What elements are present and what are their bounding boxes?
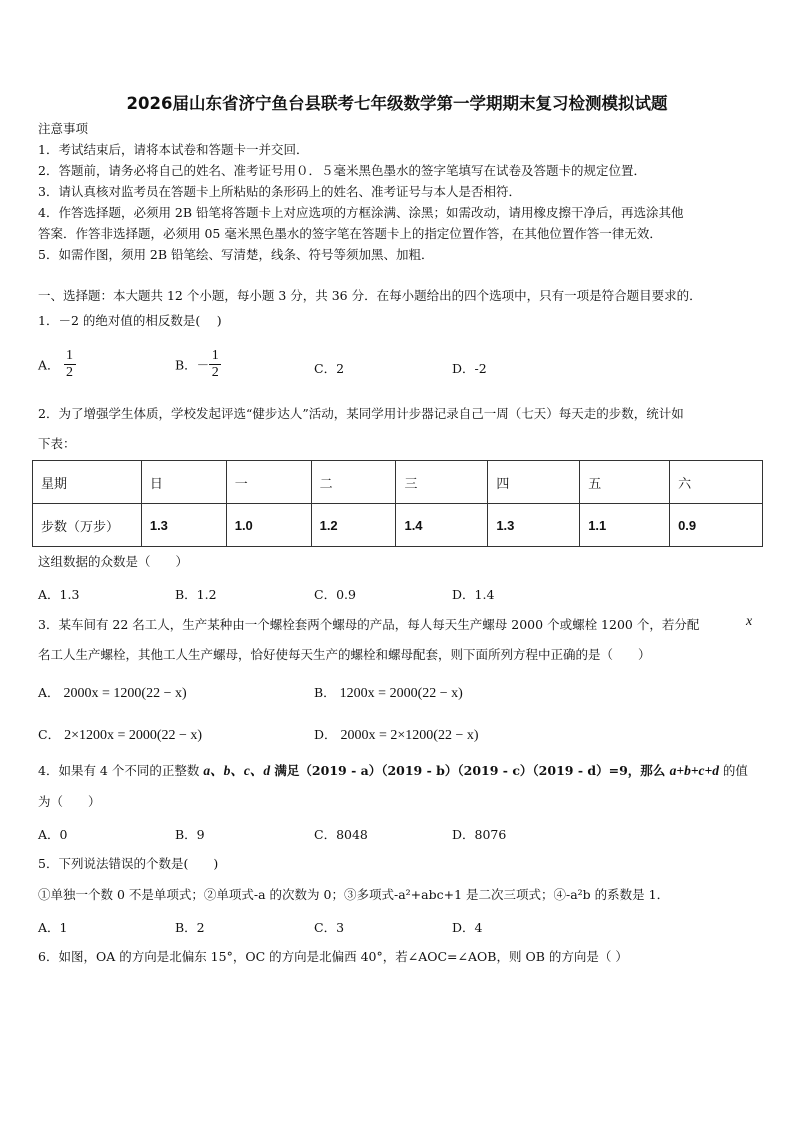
notice-item: 4．作答选择题，必须用 2B 铅笔将答题卡上对应选项的方框涂满、涂黑；如需改动，请用橡皮擦干净后，再选涂其他 xyxy=(38,205,684,220)
table-header-cell: 六 xyxy=(670,461,763,504)
table-header-cell: 一 xyxy=(226,461,311,504)
q5-option-d: D．4 xyxy=(452,920,483,935)
table-row xyxy=(33,461,763,504)
table-cell: 1.3 xyxy=(488,504,580,547)
q2-option-a: A．1.3 xyxy=(38,587,80,602)
fraction: $\frac{1}{2}$ xyxy=(64,348,76,381)
steps-table xyxy=(32,460,763,547)
question-2-stem: 2．为了增强学生体质，学校发起评选“健步达人”活动，某同学用计步器记录自己一周（七天）每天走的步数，统计如 xyxy=(38,406,684,421)
table-cell: 步数（万步） xyxy=(33,504,142,547)
table-cell: 1.4 xyxy=(396,504,488,547)
table-header-cell: 二 xyxy=(311,461,396,504)
question-2-ask: 这组数据的众数是（ ） xyxy=(38,554,189,569)
notice-item: 答案．作答非选择题，必须用 05 毫米黑色墨水的签字笔在答题卡上的指定位置作答，在其他位置作答一律无效． xyxy=(38,226,662,241)
table-cell: 1.3 xyxy=(141,504,226,547)
q4-option-b: B．9 xyxy=(175,827,205,842)
table-row xyxy=(33,504,763,547)
q3-option-c: C． 2×1200x = 2000(22 − x) xyxy=(38,727,203,743)
question-4-stem-cont: 为（ ） xyxy=(38,794,101,809)
q3-option-d: D． 2000x = 2×1200(22 − x) xyxy=(314,727,479,743)
q2-option-b: B．1.2 xyxy=(175,587,217,602)
question-2-stem-cont: 下表： xyxy=(38,436,76,451)
table-header-cell: 三 xyxy=(396,461,488,504)
table-header-cell: 日 xyxy=(141,461,226,504)
table-header-cell: 四 xyxy=(488,461,580,504)
q2-option-c: C．0.9 xyxy=(314,587,356,602)
q5-option-c: C．3 xyxy=(314,920,345,935)
section-heading: 一、选择题：本大题共 12 个小题，每小题 3 分，共 36 分．在每小题给出的四个选项中，只有一项是符合题目要求的． xyxy=(38,288,702,303)
q5-option-a: A．1 xyxy=(38,920,68,935)
notice-item: 2．答题前，请务必将自己的姓名、准考证号用０．５毫米黑色墨水的签字笔填写在试卷及答题卡的规定位置． xyxy=(38,163,646,178)
q1-option-a: A． $\frac{1}{2}$ xyxy=(38,348,76,381)
question-4-stem: 4．如果有 4 个不同的正整数 a、b、c、d 满足（2019 - a）（2019 - b）（2019 - c）（2019 - d）=9，那么 a+b+c+d 的值 xyxy=(38,763,748,778)
question-3-stem: 3．某车间有 22 名工人，生产某种由一个螺栓套两个螺母的产品，每人每天生产螺母 2000 个或螺栓 1200 个，若分配 xyxy=(38,617,700,632)
q1-option-b: B．－ $\frac{1}{2}$ xyxy=(175,348,221,381)
table-cell: 1.2 xyxy=(311,504,396,547)
table-header-cell: 五 xyxy=(580,461,670,504)
table-cell: 1.0 xyxy=(226,504,311,547)
notice-item: 1．考试结束后，请将本试卷和答题卡一并交回． xyxy=(38,142,309,157)
question-6-stem: 6．如图，OA 的方向是北偏东 15°，OC 的方向是北偏西 40°，若∠AOC=∠AOB，则 OB 的方向是（ ） xyxy=(38,949,628,964)
question-1-stem: 1．－2 的绝对值的相反数是( ) xyxy=(38,313,222,328)
q3-option-b: B． 1200x = 2000(22 − x) xyxy=(314,685,463,701)
table-cell: 0.9 xyxy=(670,504,763,547)
q2-option-d: D．1.4 xyxy=(452,587,495,602)
question-3-stem-cont: 名工人生产螺栓，其他工人生产螺母，恰好使每天生产的螺栓和螺母配套，则下面所列方程中正确的是（ ） xyxy=(38,647,651,662)
q1-option-d: D．-2 xyxy=(452,361,487,376)
exam-title: 2026届山东省济宁鱼台县联考七年级数学第一学期期末复习检测模拟试题 xyxy=(126,94,668,113)
variable-x: x xyxy=(746,614,753,629)
q3-option-a: A． 2000x = 1200(22 − x) xyxy=(38,685,187,701)
question-5-detail: ①单独一个数 0 不是单项式；②单项式-a 的次数为 0；③多项式-a²+abc+1 是二次三项式；④-a²b 的系数是 1． xyxy=(38,887,670,902)
notice-heading: 注意事项 xyxy=(38,121,89,136)
notice-item: 3．请认真核对监考员在答题卡上所粘贴的条形码上的姓名、准考证号与本人是否相符． xyxy=(38,184,521,199)
fraction: $\frac{1}{2}$ xyxy=(209,348,221,381)
q1-option-c: C．2 xyxy=(314,361,345,376)
table-header-cell: 星期 xyxy=(33,461,142,504)
notice-item: 5．如需作图，须用 2B 铅笔绘、写清楚，线条、符号等须加黑、加粗． xyxy=(38,247,434,262)
question-5-stem: 5．下列说法错误的个数是( ) xyxy=(38,856,219,871)
q4-option-d: D．8076 xyxy=(452,827,507,842)
table-cell: 1.1 xyxy=(580,504,670,547)
q4-option-a: A．0 xyxy=(38,827,68,842)
q4-option-c: C．8048 xyxy=(314,827,368,842)
q5-option-b: B．2 xyxy=(175,920,205,935)
